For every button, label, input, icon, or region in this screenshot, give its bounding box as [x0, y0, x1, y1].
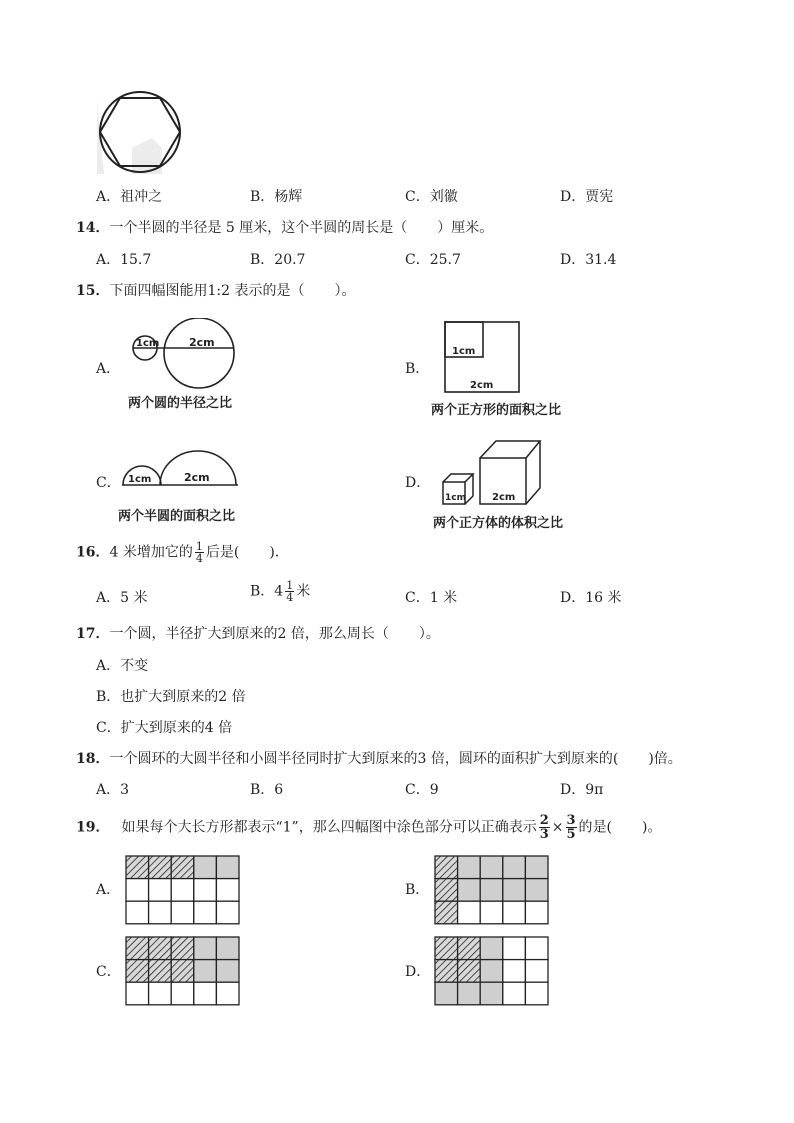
figure-caption: 两个正方体的体积之比 — [433, 516, 564, 531]
question-number: 19． — [76, 819, 110, 836]
figure-label: 2cm — [184, 471, 210, 484]
grid-cell — [503, 937, 526, 960]
question-text: 一个圆环的大圆半径和小圆半径同时扩大到原来的3 倍，圆环的面积扩大到原来的( — [109, 751, 619, 767]
grid-cell — [435, 856, 458, 879]
grid-cell — [435, 937, 458, 960]
grid-cell — [435, 982, 458, 1005]
grid-cell — [149, 960, 172, 983]
grid-cell — [503, 982, 526, 1005]
figure-label: 2cm — [492, 492, 516, 503]
grid-cell — [503, 856, 526, 879]
grid-cell — [480, 960, 503, 983]
grid-cell — [525, 856, 548, 879]
grid-cell — [216, 856, 239, 879]
grid-figure-c — [125, 936, 241, 1006]
grid-cell — [126, 982, 149, 1005]
q15-option-d-letter[interactable]: D． — [405, 475, 431, 491]
q13-option-c[interactable]: C．刘徽 — [405, 189, 458, 205]
grid-cell — [149, 879, 172, 902]
question-text: ）厘米。 — [437, 220, 494, 236]
grid-cell — [525, 982, 548, 1005]
grid-cell — [194, 960, 217, 983]
grid-cell — [194, 937, 217, 960]
q14-option-a[interactable]: A．15.7 — [96, 252, 152, 268]
grid-cell — [216, 901, 239, 924]
q16-option-d[interactable]: D．16 米 — [560, 590, 622, 606]
grid-cell — [149, 901, 172, 924]
grid-cell — [503, 879, 526, 902]
q19-option-b-letter[interactable]: B． — [405, 882, 430, 898]
grid-cell — [525, 901, 548, 924]
q18-option-b[interactable]: B．6 — [250, 782, 284, 798]
grid-cell — [503, 960, 526, 983]
question-text: ）。 — [334, 283, 356, 299]
grid-cell — [149, 856, 172, 879]
question-number: 14． — [76, 220, 110, 236]
q14-option-c[interactable]: C．25.7 — [405, 252, 461, 268]
q19-option-c-letter[interactable]: C． — [96, 964, 121, 980]
grid-cell — [171, 960, 194, 983]
grid-cell — [480, 879, 503, 902]
q18-option-d[interactable]: D．9π — [560, 782, 604, 798]
question-text: ）。 — [418, 626, 440, 642]
grid-cell — [525, 960, 548, 983]
q19-question — [76, 814, 661, 841]
question-number: 17． — [76, 626, 110, 642]
figure-caption: 两个正方形的面积之比 — [431, 403, 562, 418]
figure-caption: 两个半圆的面积之比 — [118, 509, 236, 524]
grid-cell — [171, 937, 194, 960]
figure-label: 1cm — [452, 346, 476, 357]
question-text: )倍。 — [648, 751, 682, 767]
question-text: 一个半圆的半径是 5 厘米，这个半圆的周长是（ — [109, 220, 408, 236]
figure-label: 2cm — [189, 336, 215, 349]
grid-cell — [480, 982, 503, 1005]
grid-cell — [194, 982, 217, 1005]
q16-option-b[interactable]: B．4 $\frac{1}{4}$ 米 — [250, 579, 311, 604]
fraction: $\frac{2}{3}$ — [539, 813, 549, 842]
q17-question — [76, 623, 440, 643]
figure-caption: 两个圆的半径之比 — [128, 396, 233, 411]
question-text: )． — [269, 544, 289, 561]
fraction: $\frac{3}{5}$ — [566, 813, 576, 842]
grid-cell — [480, 937, 503, 960]
grid-cell — [126, 937, 149, 960]
grid-cell — [435, 901, 458, 924]
question-text: 后是( — [205, 544, 240, 561]
grid-cell — [149, 982, 172, 1005]
grid-cell — [126, 879, 149, 902]
question-text: )。 — [642, 819, 662, 836]
q19-option-a-letter[interactable]: A． — [96, 882, 121, 898]
grid-cell — [458, 901, 481, 924]
q15-option-c-letter[interactable]: C． — [96, 475, 121, 491]
q15-option-a-letter[interactable]: A． — [96, 361, 121, 377]
grid-cell — [171, 901, 194, 924]
q16-option-a[interactable]: A．5 米 — [96, 590, 148, 606]
q18-option-a[interactable]: A．3 — [96, 782, 130, 798]
question-number: 15． — [76, 283, 110, 299]
q13-option-d[interactable]: D．贾宪 — [560, 189, 614, 205]
two-cubes-figure — [440, 438, 544, 508]
grid-figure-d — [434, 936, 550, 1006]
figure-label: 1cm — [128, 474, 152, 485]
grid-cell — [503, 901, 526, 924]
q13-option-b[interactable]: B．杨辉 — [250, 189, 303, 205]
two-squares-figure — [444, 321, 522, 395]
grid-figure-b — [434, 855, 550, 925]
two-semicircles-figure — [120, 448, 245, 488]
grid-cell — [435, 960, 458, 983]
q17-option-a[interactable]: A．不变 — [96, 658, 149, 674]
question-text: 4 米增加它的 — [109, 544, 193, 561]
fraction: $\frac{1}{4}$ — [195, 540, 203, 565]
question-number: 18． — [76, 751, 110, 767]
grid-cell — [216, 982, 239, 1005]
grid-cell — [525, 879, 548, 902]
grid-cell — [458, 982, 481, 1005]
times-sign: × — [551, 819, 564, 836]
grid-cell — [171, 879, 194, 902]
grid-cell — [458, 856, 481, 879]
question-number: 16． — [76, 544, 110, 561]
q13-option-a[interactable]: A．祖冲之 — [96, 189, 163, 205]
figure-label: 1cm — [445, 493, 466, 503]
grid-cell — [194, 901, 217, 924]
hexagon-in-circle-figure — [92, 88, 188, 176]
grid-cell — [480, 856, 503, 879]
q19-option-d-letter[interactable]: D． — [405, 964, 431, 980]
two-circles-figure — [124, 318, 244, 390]
figure-label: 1cm — [136, 338, 160, 349]
question-text: 下面四幅图能用1:2 表示的是（ — [109, 283, 305, 299]
grid-cell — [194, 879, 217, 902]
question-text: 一个圆，半径扩大到原来的2 倍，那么周长（ — [109, 626, 389, 642]
grid-cell — [435, 879, 458, 902]
fraction: $\frac{1}{4}$ — [286, 579, 294, 604]
grid-cell — [126, 960, 149, 983]
grid-cell — [149, 937, 172, 960]
grid-cell — [480, 901, 503, 924]
q17-option-b[interactable]: B．也扩大到原来的2 倍 — [96, 689, 246, 705]
q18-option-c[interactable]: C．9 — [405, 782, 439, 798]
grid-figure-a — [125, 855, 241, 925]
q15-question — [76, 280, 355, 300]
grid-cell — [171, 856, 194, 879]
grid-cell — [126, 901, 149, 924]
grid-cell — [216, 879, 239, 902]
q16-question — [76, 541, 289, 564]
grid-cell — [458, 960, 481, 983]
grid-cell — [216, 937, 239, 960]
grid-cell — [458, 937, 481, 960]
grid-cell — [126, 856, 149, 879]
figure-label: 2cm — [470, 380, 494, 391]
q18-question — [76, 748, 682, 768]
grid-cell — [194, 856, 217, 879]
q17-option-c[interactable]: C．扩大到原来的4 倍 — [96, 720, 233, 736]
grid-cell — [525, 937, 548, 960]
q14-question — [76, 217, 493, 237]
q16-option-c[interactable]: C．1 米 — [405, 590, 458, 606]
question-text: 如果每个大长方形都表示“1”，那么四幅图中涂色部分可以正确表示 — [121, 819, 537, 836]
grid-cell — [171, 982, 194, 1005]
grid-cell — [216, 960, 239, 983]
q14-option-d[interactable]: D．31.4 — [560, 252, 617, 268]
q14-option-b[interactable]: B．20.7 — [250, 252, 306, 268]
question-text: 的是( — [578, 819, 613, 836]
grid-cell — [458, 879, 481, 902]
q15-option-b-letter[interactable]: B． — [405, 361, 430, 377]
